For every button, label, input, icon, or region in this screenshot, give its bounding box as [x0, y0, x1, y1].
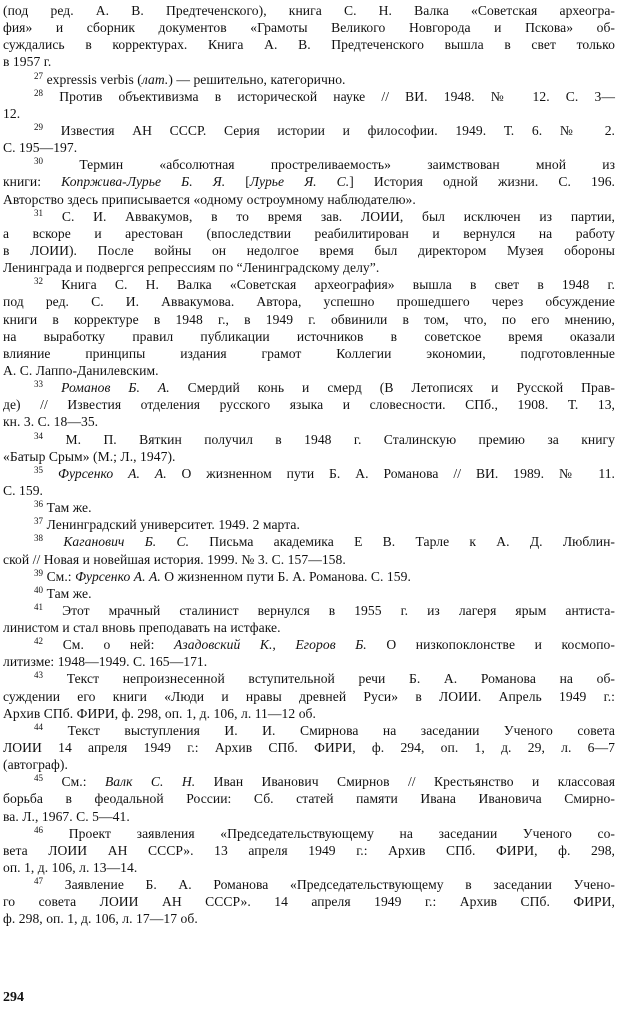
text-line [3, 36, 615, 53]
footnote-number: 42 [34, 636, 44, 647]
footnote-number: 41 [34, 601, 44, 612]
text-line [3, 311, 615, 328]
footnote-start-line [3, 71, 615, 88]
text-segment: ЛОИИ 14 апреля 1949 г.: Архив СПб. ФИРИ, ф. 294, оп. 1, д. 29, л. 6—7 [3, 740, 615, 756]
footnote-start-line [3, 636, 615, 653]
text-line [3, 191, 615, 208]
author-name-italic: Валк С. Н. [104, 774, 196, 790]
text-segment: Книга С. Н. Валка «Советская археография» вышла в свет в 1948 г. [61, 277, 616, 293]
footnote-start-line [3, 88, 615, 105]
text-line [3, 242, 615, 259]
text-line [3, 482, 615, 499]
text-segment: Ленинграда и подвергся репрессиям по “Ленинградскому делу”. [3, 260, 380, 276]
text-segment: «Батыр Срым» (М.; Л., 1947). [3, 448, 176, 464]
text-segment: О жизненном пути Б. А. Романова. С. 159. [160, 568, 411, 584]
text-line [3, 362, 615, 379]
text-line [3, 2, 615, 19]
text-line [3, 259, 615, 276]
text-segment: Против объективизма в исторической науке // ВИ. 1948. № 12. С. 3— [59, 88, 615, 104]
footnote-number: 28 [34, 87, 44, 98]
text-line [3, 619, 615, 636]
text-line [3, 705, 615, 722]
text-segment: Там же. [46, 500, 92, 516]
footnote-start-line [3, 533, 615, 550]
text-segment: Там же. [46, 585, 92, 601]
footnote-number: 43 [34, 670, 44, 681]
text-segment: литизме: 1948—1949. С. 165—171. [3, 654, 208, 670]
text-segment: С. И. Аввакумов, в то время зав. ЛОИИ, был исключен из партии, [61, 208, 615, 224]
text-segment: в 1957 г. [3, 54, 52, 70]
footnote-start-line [3, 208, 615, 225]
text-segment: Авторство здесь приписывается «одному остроумному наблюдателю». [3, 191, 416, 207]
footnote-start-line [3, 156, 615, 173]
text-segment: См.: [61, 774, 105, 790]
text-line [3, 328, 615, 345]
footnote-start-line [3, 722, 615, 739]
footnote-number: 34 [34, 430, 44, 441]
text-line [3, 293, 615, 310]
author-name-italic: Лурье Я. С. [249, 174, 350, 190]
footnote-number: 29 [34, 121, 44, 132]
footnote-start-line [3, 602, 615, 619]
text-line [3, 396, 615, 413]
text-segment: кн. 3. С. 18—35. [3, 414, 99, 430]
text-segment: суждались в корректурах. Книга А. В. Предтеченского вышла в свет только [3, 37, 615, 53]
text-segment: ской // Новая и новейшая история. 1999. № 3. С. 157—158. [3, 551, 346, 567]
text-line [3, 739, 615, 756]
footnote-start-line [3, 670, 615, 687]
text-segment: Письма академика Е В. Тарле к А. Д. Люблин- [189, 534, 616, 550]
text-segment: (под ред. А. В. Предтеченского), книга С. Н. Валка «Советская археогра- [3, 3, 615, 18]
footnote-number: 30 [34, 156, 44, 167]
text-segment: Термин «абсолютная простреливаемость» заимствован мной из [79, 157, 615, 173]
author-name-italic: лат. [141, 71, 169, 87]
text-segment: Текст непроизнесенной вступительной речи Б. А. Романова на об- [66, 671, 616, 687]
text-line [3, 413, 615, 430]
footnote-number: 33 [34, 379, 44, 390]
text-segment: суждении его книги «Люди и нравы древней Руси» в ЛОИИ. Апрель 1949 г.: [3, 688, 615, 704]
text-segment: Архив СПб. ФИРИ, ф. 298, оп. 1, д. 106, л. 11—12 об. [3, 705, 316, 721]
footnote-number: 35 [34, 464, 44, 475]
text-segment: Ленинградский университет. 1949. 2 марта. [46, 517, 300, 533]
footnote-number: 46 [34, 824, 44, 835]
text-segment: expressis verbis ( [46, 71, 142, 87]
text-segment: линистом и стал вновь преподавать на истфаке. [3, 620, 281, 636]
text-segment: влияние принципы издания грамот Коллегии экономии, подготовленные [3, 345, 615, 361]
text-segment: С. 159. [3, 482, 44, 498]
text-line [3, 910, 615, 927]
text-segment: оп. 1, д. 106, л. 13—14. [3, 860, 138, 876]
author-name-italic: Романов Б. А. [61, 380, 170, 396]
text-segment: Заявление Б. А. Романова «Председательствующему в заседании Учено- [64, 877, 615, 893]
text-line [3, 842, 615, 859]
text-line [3, 756, 615, 773]
footnote-number: 37 [34, 516, 44, 527]
text-segment: Текст выступления И. И. Смирнова на заседании Ученого совета [67, 722, 615, 738]
text-line [3, 345, 615, 362]
footnote-start-line [3, 465, 615, 482]
text-segment: вета ЛОИИ АН СССР». 13 апреля 1949 г.: Архив СПб. ФИРИ, ф. 298, [3, 842, 615, 858]
footnote-start-line [3, 876, 615, 893]
footnote-start-line [3, 431, 615, 448]
author-name-italic: Каганович Б. С. [63, 534, 190, 550]
text-segment: Иван Иванович Смирнов // Крестьянство и классовая [195, 774, 615, 790]
text-segment: М. П. Вяткин получил в 1948 г. Сталинскую премию за книгу [65, 431, 615, 447]
text-segment: ф. 298, оп. 1, д. 106, л. 17—17 об. [3, 911, 198, 927]
text-line [3, 19, 615, 36]
author-name-italic: Фурсенко А. А. [58, 465, 167, 481]
author-name-italic: Азадовский К., Егоров Б. [174, 637, 367, 653]
text-segment: См. о ней: [62, 637, 175, 653]
footnote-start-line [3, 122, 615, 139]
text-segment: [ [225, 174, 250, 190]
text-segment: де) // Известия отделения русского языка и словесности. СПб., 1908. Т. 13, [3, 397, 615, 413]
text-segment: О жизненном пути Б. А. Романова // ВИ. 1989. № 11. [166, 465, 615, 481]
footnotes-text [3, 2, 615, 928]
author-name-italic: Копржива-Лурье Б. Я. [61, 174, 226, 190]
author-name-italic: Фурсенко А. А. [75, 568, 161, 584]
text-segment: под ред. С. И. Аввакумова. Автора, успешно прошедшего через обсуждение [3, 294, 615, 310]
text-segment: 12. [3, 105, 21, 121]
text-line [3, 173, 615, 190]
text-segment: книги в корректуре в 1948 г., в 1949 г. обвинили в том, что, по его мнению, [3, 311, 615, 327]
text-segment: О низкопоклонстве и космопо- [366, 637, 615, 653]
text-segment: фия» и сборник документов «Грамоты Великого Новгорода и Пскова» об- [3, 20, 615, 36]
text-segment: борьба в феодальной России: Сб. статей памяти Ивана Ивановича Смирно- [3, 791, 615, 807]
footnote-start-line [3, 585, 615, 602]
text-line [3, 859, 615, 876]
text-segment: книги: [3, 174, 62, 190]
footnote-start-line [3, 773, 615, 790]
footnote-start-line [3, 568, 615, 585]
text-line [3, 551, 615, 568]
footnote-number: 36 [34, 499, 44, 510]
text-segment: а вскоре и арестован (впоследствии реабилитирован и вернулся на работу [3, 225, 615, 241]
text-line [3, 893, 615, 910]
text-segment: С. 195—197. [3, 140, 78, 156]
text-segment: на выработку правил публикации источников в советское время оказали [3, 328, 615, 344]
text-line [3, 790, 615, 807]
footnote-number: 38 [34, 533, 44, 544]
footnote-number: 31 [34, 207, 44, 218]
footnote-start-line [3, 499, 615, 516]
footnote-number: 45 [34, 773, 44, 784]
text-segment: го совета ЛОИИ АН СССР». 14 апреля 1949 г.: Архив СПб. ФИРИ, [3, 894, 615, 910]
text-line [3, 688, 615, 705]
text-line [3, 105, 615, 122]
footnote-number: 44 [34, 721, 44, 732]
page-number: 294 [3, 990, 24, 1005]
text-segment: Смердий конь и смерд (В Летописях и Русской Прав- [169, 380, 615, 396]
text-segment: А. С. Лаппо-Данилевским. [3, 362, 159, 378]
text-segment: ) — решительно, категорично. [168, 71, 346, 87]
text-segment: См.: [46, 568, 76, 584]
text-segment: Проект заявления «Председательствующему на заседании Ученого со- [68, 825, 615, 841]
footnote-start-line [3, 276, 615, 293]
text-line [3, 653, 615, 670]
footnote-number: 27 [34, 70, 44, 81]
footnote-start-line [3, 825, 615, 842]
text-line [3, 808, 615, 825]
text-line [3, 448, 615, 465]
text-segment: в ЛОИИ). После войны он недолгое время был директором Музея обороны [3, 242, 615, 258]
text-line [3, 139, 615, 156]
footnote-number: 47 [34, 876, 44, 887]
text-line [3, 53, 615, 70]
text-segment: Этот мрачный сталинист вернулся в 1955 г. из лагеря ярым антиста- [62, 602, 615, 618]
text-segment: ва. Л., 1967. С. 5—41. [3, 808, 130, 824]
footnote-number: 32 [34, 276, 44, 287]
text-segment: (автограф). [3, 757, 68, 773]
text-line [3, 225, 615, 242]
footnote-start-line [3, 379, 615, 396]
footnote-number: 40 [34, 584, 44, 595]
footnote-start-line [3, 516, 615, 533]
text-segment: ] История одной жизни. С. 196. [349, 174, 615, 190]
text-segment: Известия АН СССР. Серия истории и философии. 1949. Т. 6. № 2. [60, 122, 615, 138]
footnote-number: 39 [34, 567, 44, 578]
